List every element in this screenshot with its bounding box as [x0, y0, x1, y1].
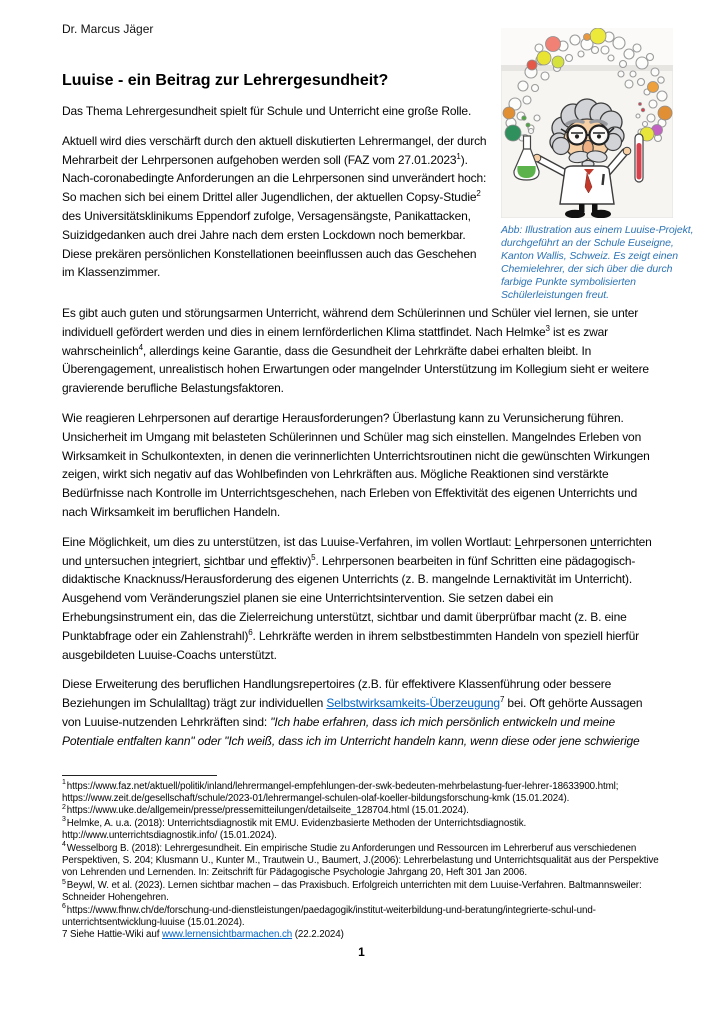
- p5-text: ntersuchen: [91, 553, 153, 568]
- paragraph-p3: [62, 304, 661, 398]
- p5-text: . Lehrkräfte werden in ihrem selbstbestimmten Handeln von speziell hierfür ausgebildeten Luuise-Coachs unterstützt.: [62, 628, 639, 662]
- footnote-4: [62, 843, 661, 880]
- p5-text: ffektiv): [277, 553, 312, 568]
- page-title: Luuise - ein Beitrag zur Lehrergesundheit?: [62, 72, 389, 89]
- footnote-number: 2: [62, 804, 66, 812]
- p3-text: Es gibt auch guten und störungsarmen Unterricht, während dem Schülerinnen und Schüler viel lernen, sie unter individuell gefördert werden und dies in einem lernförderlichen Klima stattfindet. Nach Helmke: [62, 306, 639, 339]
- footnote-3: [62, 818, 661, 843]
- footnote-2: [62, 805, 661, 817]
- footnote-number: 4: [62, 841, 66, 849]
- p5-text: Eine Möglichkeit, um dies zu unterstützen, ist das Luuise-Verfahren, im vollen Wortlaut:: [62, 534, 515, 549]
- figure-caption: Abb: Illustration aus einem Luuise-Projekt, durchgeführt an der Schule Euseigne, Kanton Wallis, Schweiz. Es zeigt einen Chemielehrer, der sich über die durch farbige Punkte symbolisierten Schülerleistungen freut.: [501, 224, 694, 301]
- footnote-1: [62, 781, 661, 806]
- footnote-5: [62, 880, 661, 905]
- footnote-separator: [62, 775, 217, 776]
- footnote-ref-1: 1: [456, 151, 461, 161]
- footnote-text: 7 Siehe Hattie-Wiki auf: [62, 929, 162, 941]
- luuise-letter: L: [514, 534, 522, 549]
- page-number: 1: [358, 944, 365, 959]
- paragraph-p5: [62, 533, 661, 665]
- footnote-text: Wesselborg B. (2018): Lehrergesundheit. Ein empirische Studie zu Anforderungen und Ressourcen im Lehrerberuf aus verschiedenen Perspektiven, S. 204; Klusmann U., Kunter M., Trautwein U., Baumert, J.(2006): Lehrerbelastung und Unterrichtsqualität aus der Perspektive von Lehrenden und Lernenden. In: Zeitschrift für Pädagogische Psychologie Jahrgang 20, Heft 301 Jan 2006.: [62, 842, 659, 879]
- p2-text: Aktuell wird dies verschärft durch den aktuell diskutierten Lehrermangel, der durch Mehrarbeit der Lehrpersonen aufgehoben werden soll (FAZ vom 27.01.2023: [62, 133, 487, 167]
- footnote-ref-5: 5: [311, 552, 316, 562]
- footnote-ref-4: 4: [138, 342, 143, 352]
- hattie-wiki-link[interactable]: www.lernensichtbarmachen.ch: [161, 929, 293, 941]
- chemist-illustration: [501, 28, 673, 218]
- footnote-number: 6: [62, 903, 66, 911]
- p5-text: ehrpersonen: [521, 534, 591, 549]
- p5-text: nterrichten und: [62, 534, 652, 568]
- footnote-text: (22.2.2024): [292, 929, 344, 941]
- footnote-number: 5: [62, 878, 66, 886]
- paragraph-p4: Wie reagieren Lehrpersonen auf derartige Herausforderungen? Überlastung kann zu Verunsicherung führen. Unsicherheit im Umgang mit belasteten Schülerinnen und Schüler mag sich einstellen. Mangelndes Erleben von Wirksamkeit in Schulkontexten, in denen die verinnerlichten Unterrichtsroutinen nicht die gewünschten Wirkungen zeigen, wirkt sich negativ auf das Wohlbefinden von Lehrkräften aus. Mögliche Reaktionen sind verstärkte Bedürfnisse nach Kontrolle im Unterrichtsgeschehen, nach Erleben von Effektivität des eigenen Unterrichts und nach Wirksamkeit im beruflichen Handeln.: [62, 410, 650, 519]
- luuise-letter: s: [203, 553, 210, 568]
- footnote-ref-2: 2: [476, 189, 481, 199]
- footnote-text: https://www.faz.net/aktuell/politik/inland/lehrermangel-empfehlungen-der-swk-bedeuten-mehrbelastung-fuer-lehrer-18633900.html; https://www.zeit.de/gesellschaft/schule/2023-01/lehrermangel-schulen-olaf-koeller-bildungsforschung-kmk (15.01.2024).: [62, 780, 619, 804]
- footnote-number: 3: [62, 816, 66, 824]
- p5-text: . Lehrpersonen bearbeiten in fünf Schritten eine pädagogisch-didaktische Knacknuss/Herausforderung des eigenen Unterrichts (z. B. mangelnde Lernaktivität im Unterricht). Ausgehend vom Veränderungsziel planen sie eine Unterrichtsintervention. Sie setzen dabei ein Erhebungsinstrument ein, das die Zielerreichung unterstützt, sichtbar und damit überprüfbar macht (z. B. eine Punktabfrage oder ein Zahlenstrahl): [62, 553, 636, 643]
- figure: [501, 28, 701, 302]
- paragraph-p6: [62, 675, 661, 750]
- footnote-6: [62, 905, 661, 930]
- selbstwirksamkeit-link[interactable]: Selbstwirksamkeits-Überzeugung: [326, 696, 500, 711]
- paragraph-p1: Das Thema Lehrergesundheit spielt für Schule und Unterricht eine große Rolle.: [62, 104, 472, 118]
- footnote-text: Beywl, W. et al. (2023). Lernen sichtbar machen – das Praxisbuch. Erfolgreich unterrichten mit dem Luuise-Verfahren. Baltmannsweiler: Schneider Hohengehren.: [62, 879, 642, 904]
- teacher-quotes: "Ich habe erfahren, dass ich mich persönlich entwickeln und meine Potentiale entfalten kann" oder "Ich weiß, dass ich im Unterricht handeln kann, wenn diese oder jene schwierige: [62, 714, 640, 748]
- p3-text: , allerdings keine Garantie, dass die Gesundheit der Lehrkräfte dabei erhalten bleibt. In Überengagement, unrealistisch hohen Erwartungen oder mangelnder Unterstützung im Kollegium sieht er weitere gravierende berufliche Belastungsfaktoren.: [62, 343, 649, 396]
- p5-text: ichtbar und: [209, 553, 271, 568]
- footnote-ref-7: 7: [499, 695, 505, 705]
- footnote-ref-6: 6: [248, 627, 253, 637]
- author: Dr. Marcus Jäger: [62, 22, 154, 36]
- p6-text: Diese Erweiterung des beruflichen Handlungsrepertoires (z.B. für effektivere Klassenführung oder bessere Beziehungen im Schulalltag) trägt zur individuellen: [62, 677, 612, 711]
- footnote-ref-3: 3: [545, 323, 550, 333]
- p3-text: ist es zwar wahrscheinlich: [62, 324, 609, 358]
- luuise-letter: u: [84, 553, 92, 568]
- p2-text: ). Nach-coronabedingte Anforderungen an die Lehrpersonen sind unverändert hoch: So machen sich bei einem Drittel aller Jugendlichen, der aktuellen Copsy-Studie: [62, 152, 487, 205]
- footnote-7: [62, 929, 661, 941]
- footnote-text: Helmke, A. u.a. (2018): Unterrichtsdiagnostik mit EMU. Evidenzbasierte Methoden der Unterrichtsdiagnostik. http://www.unterrichtsdiagnostik.info/ (15.01.2024).: [62, 817, 527, 842]
- p2-text: des Universitätsklinikums Eppendorf zufolge, Versagensängste, Panikattacken, Suizidgedanken auch drei Jahre nach dem ersten Lockdown noch bemerkbar. Diese prekären persönlichen Konstellationen beeinflussen auch das Geschehen im Klassenzimmer.: [62, 208, 477, 280]
- luuise-letter: e: [270, 553, 278, 568]
- luuise-letter: i: [152, 553, 155, 568]
- p5-text: ntegriert,: [154, 553, 204, 568]
- footnote-text: https://www.uke.de/allgemein/presse/pressemitteilungen/detailseite_128704.html (15.01.2024).: [66, 805, 469, 817]
- footnote-number: 1: [62, 779, 66, 787]
- footnotes: [62, 781, 661, 942]
- luuise-letter: u: [590, 534, 597, 549]
- footnote-text: https://www.fhnw.ch/de/forschung-und-dienstleistungen/paedagogik/institut-weiterbildung-und-beratung/integrierte-schul-und-unterrichtsentwicklung-luuise (15.01.2024).: [62, 904, 596, 928]
- p6-text: bei. Oft gehörte Aussagen von Luuise-nutzenden Lehrkräften sind:: [62, 696, 643, 729]
